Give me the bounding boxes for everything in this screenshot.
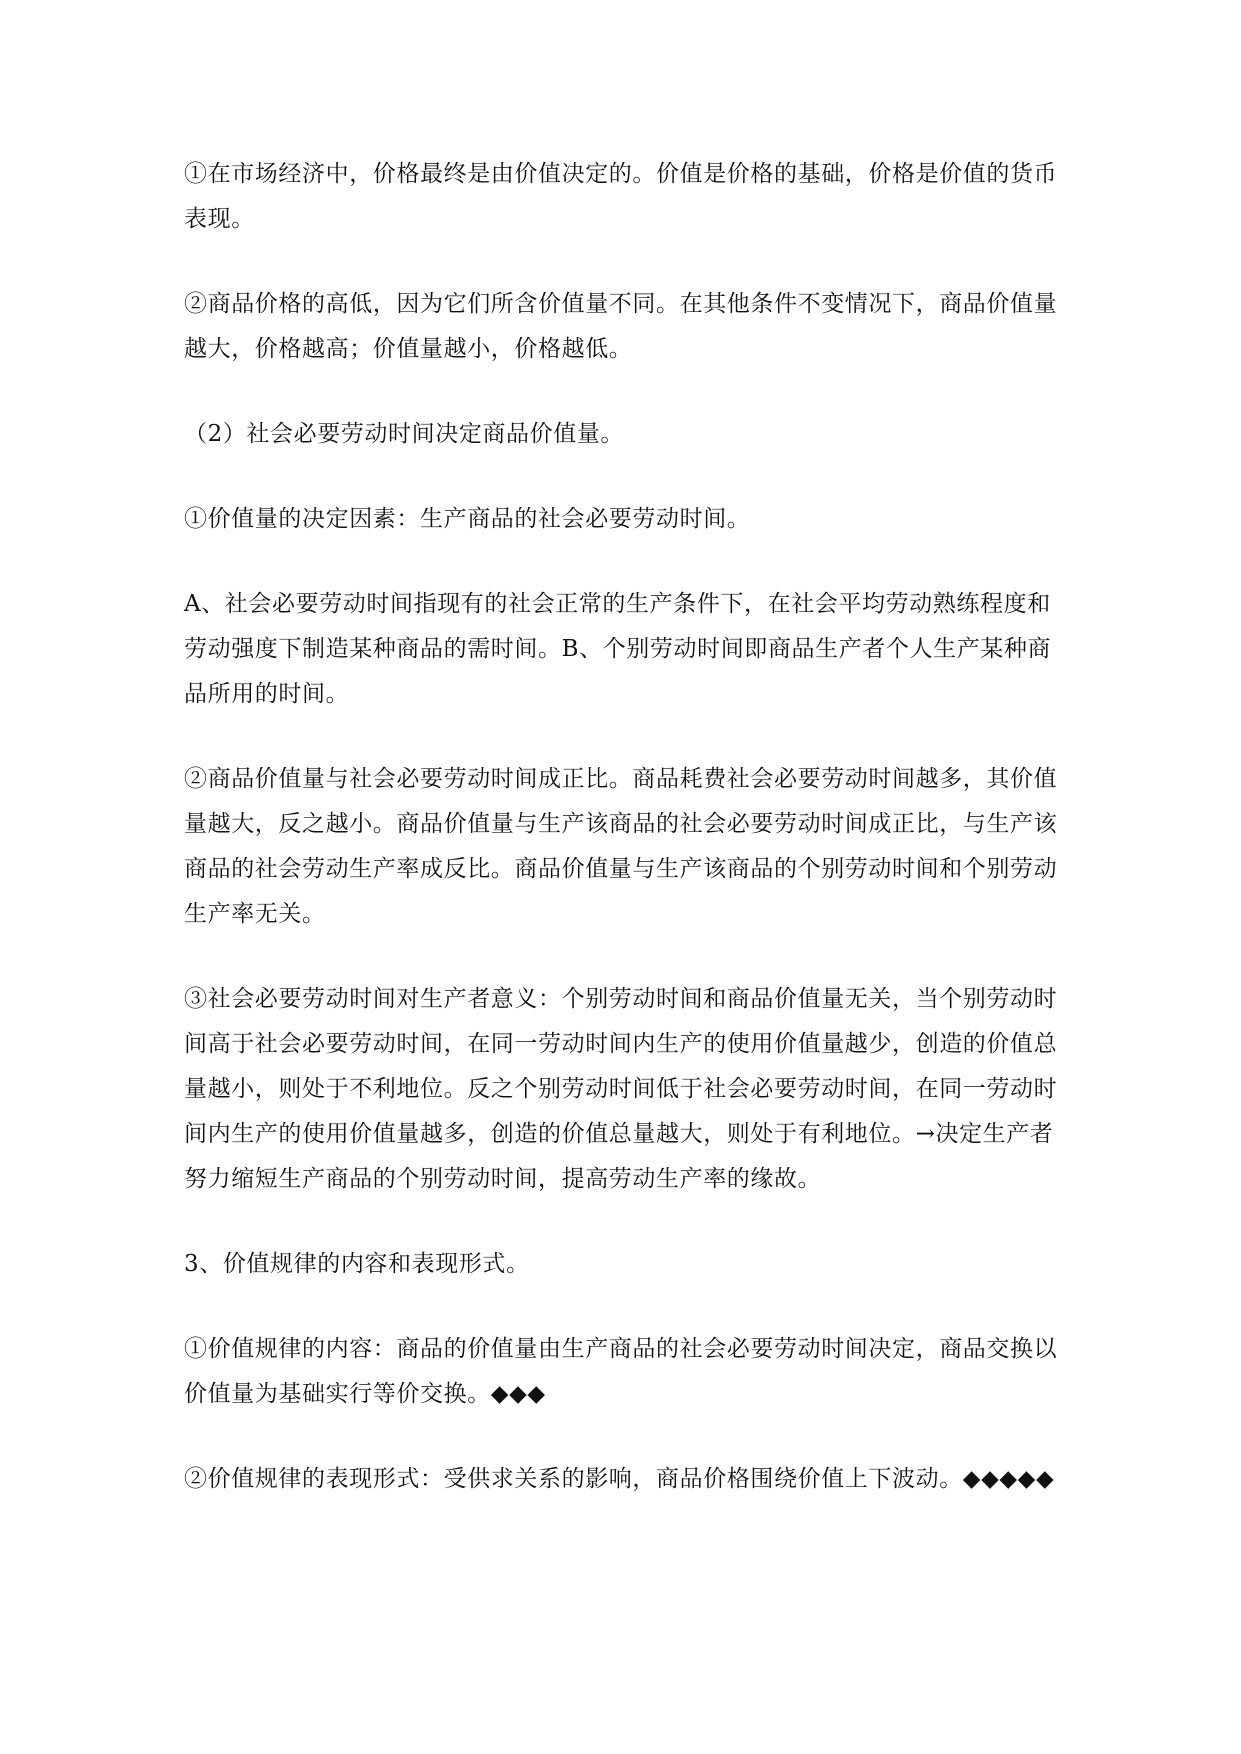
paragraph-law-form: ②价值规律的表现形式：受供求关系的影响，商品价格围绕价值上下波动。◆◆◆◆◆ bbox=[184, 1466, 1055, 1492]
section-heading-law-of-value: 3、价值规律的内容和表现形式。 bbox=[184, 1251, 530, 1277]
document-body bbox=[184, 152, 1064, 1542]
paragraph-meaning-for-producers: ③社会必要劳动时间对生产者意义：个别劳动时间和商品价值量无关，当个别劳动时间高于社会必要劳动时间，在同一劳动时间内生产的使用价值量越少，创造的价值总量越小，则处于不利地位。反之个别劳动时间低于社会必要劳动时间，在同一劳动时间内生产的使用价值量越多，创造的价值总量越大，则处于有利地位。→决定生产者努力缩短生产商品的个别劳动时间，提高劳动生产率的缘故。 bbox=[184, 986, 1058, 1192]
paragraph-value-proportionality: ②商品价值量与社会必要劳动时间成正比。商品耗费社会必要劳动时间越多，其价值量越大，反之越小。商品价值量与生产该商品的社会必要劳动时间成正比，与生产该商品的社会劳动生产率成反比。商品价值量与生产该商品的个别劳动时间和个别劳动生产率无关。 bbox=[184, 766, 1058, 927]
paragraph-price-determined-by-value: ①在市场经济中，价格最终是由价值决定的。价值是价格的基础，价格是价值的货币表现。 bbox=[184, 161, 1058, 232]
paragraph-value-factor: ①价值量的决定因素：生产商品的社会必要劳动时间。 bbox=[184, 506, 751, 532]
paragraph-price-level: ②商品价格的高低，因为它们所含价值量不同。在其他条件不变情况下，商品价值量越大，价格越高；价值量越小，价格越低。 bbox=[184, 291, 1058, 362]
paragraph-law-content: ①价值规律的内容：商品的价值量由生产商品的社会必要劳动时间决定，商品交换以价值量为基础实行等价交换。◆◆◆ bbox=[184, 1336, 1058, 1407]
paragraph-labor-time-definitions: A、社会必要劳动时间指现有的社会正常的生产条件下，在社会平均劳动熟练程度和劳动强度下制造某种商品的需时间。B、个别劳动时间即商品生产者个人生产某种商品所用的时间。 bbox=[184, 591, 1052, 707]
section-heading-labor-time: （2）社会必要劳动时间决定商品价值量。 bbox=[184, 421, 625, 447]
